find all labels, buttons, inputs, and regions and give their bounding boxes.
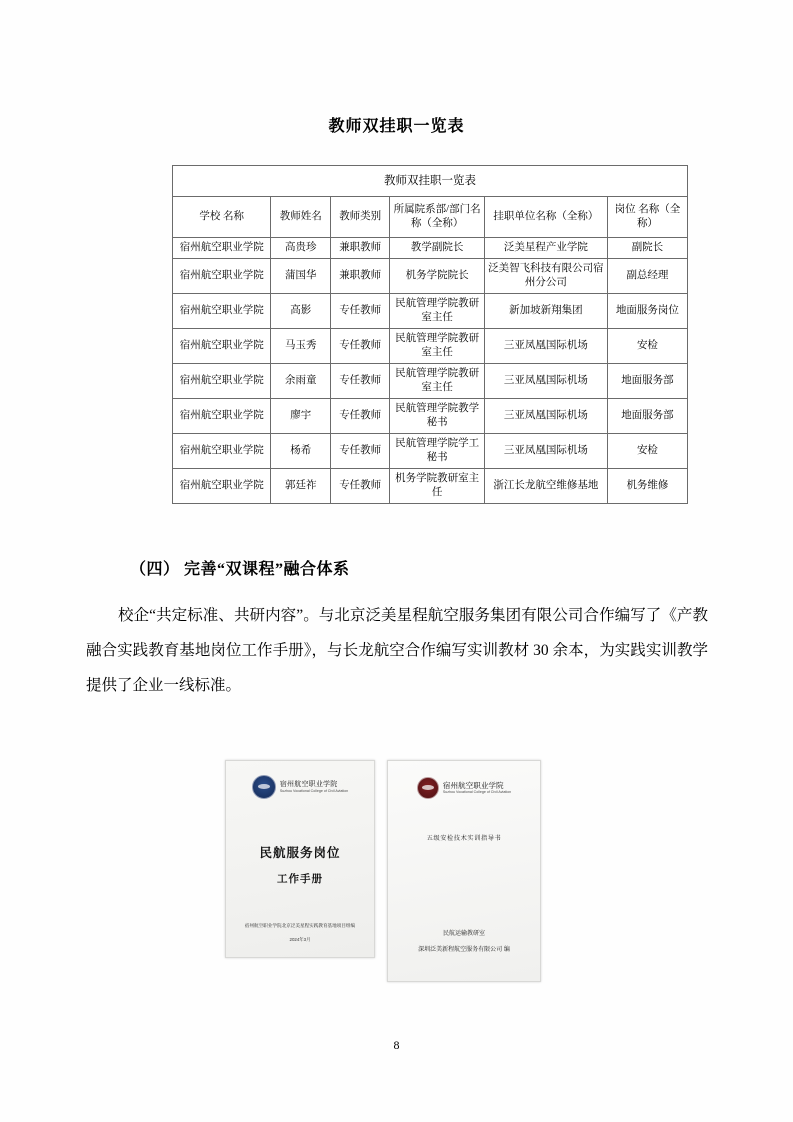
book-footer-left: 宿州航空职业学院北京泛美星程实践教育基地项目组编 [244,923,356,928]
cell-post: 副总经理 [607,259,687,294]
column-header-type: 教师类别 [330,197,389,238]
cell-dept: 教学副院长 [390,238,484,259]
cell-post: 地面服务部 [607,399,687,434]
cell-type: 专任教师 [330,294,389,329]
column-header-name: 教师姓名 [271,197,330,238]
book-cover-photos [225,760,565,980]
table-row [173,329,688,364]
book-date-left: 2024年3月 [289,937,311,942]
cell-school: 宿州航空职业学院 [173,238,271,259]
table-caption-cell: 教师双挂职一览表 [173,166,688,197]
cell-dept: 机务学院院长 [390,259,484,294]
cell-type: 专任教师 [330,364,389,399]
cell-post: 安检 [607,434,687,469]
cell-school: 宿州航空职业学院 [173,364,271,399]
cell-type: 专任教师 [330,434,389,469]
cell-unit: 浙江长龙航空维修基地 [484,469,607,504]
cell-school: 宿州航空职业学院 [173,399,271,434]
cell-dept: 民航管理学院学工秘书 [390,434,484,469]
school-logo-right [388,777,540,799]
section-heading: （四） 完善“双课程”融合体系 [130,561,350,578]
cell-name: 蒲国华 [271,259,330,294]
cell-type: 兼职教师 [330,259,389,294]
cell-unit: 泛美智飞科技有限公司宿州分公司 [484,259,607,294]
book-title-right: 五级安检技术实训指导书 [426,835,502,842]
cell-type: 专任教师 [330,329,389,364]
table-row [173,238,688,259]
school-crest-icon [417,777,439,799]
cell-post: 安检 [607,329,687,364]
cell-school: 宿州航空职业学院 [173,294,271,329]
table-row [173,294,688,329]
cell-school: 宿州航空职业学院 [173,434,271,469]
book-cover-right [387,760,541,982]
book-cover-left [225,760,375,958]
table-header-row [173,197,688,238]
school-crest-icon [252,775,276,799]
cell-unit: 新加坡新翔集团 [484,294,607,329]
cell-post: 副院长 [607,238,687,259]
cell-name: 杨希 [271,434,330,469]
table-caption-row [173,166,688,197]
cell-type: 专任教师 [330,469,389,504]
cell-dept: 民航管理学院教研室主任 [390,329,484,364]
table-row [173,434,688,469]
cell-dept: 民航管理学院教研室主任 [390,294,484,329]
book-subtitle-left: 工作手册 [277,874,323,885]
cell-name: 高影 [271,294,330,329]
cell-unit: 泛美星程产业学院 [484,238,607,259]
cell-school: 宿州航空职业学院 [173,329,271,364]
cell-unit: 三亚凤凰国际机场 [484,364,607,399]
cell-unit: 三亚凤凰国际机场 [484,434,607,469]
cell-unit: 三亚凤凰国际机场 [484,399,607,434]
book-footer-right-line1: 民航运输教研室 [442,931,485,937]
cell-dept: 民航管理学院教学秘书 [390,399,484,434]
column-header-post: 岗位 名称（全称） [607,197,687,238]
table-row [173,469,688,504]
cell-school: 宿州航空职业学院 [173,469,271,504]
column-header-school: 学校 名称 [173,197,271,238]
table-row [173,364,688,399]
book-footer-right-line2: 深圳泛美新程航空服务有限公司 编 [418,947,510,953]
cell-name: 郭廷祚 [271,469,330,504]
column-header-unit: 挂职单位名称（全称） [484,197,607,238]
teacher-posting-table [172,165,688,504]
teacher-posting-table-wrapper [172,165,688,504]
section-paragraph: 校企“共定标准、共研内容”。与北京泛美星程航空服务集团有限公司合作编写了《产教融合实践教育基地岗位工作手册》，与长龙航空合作编写实训教材 30 余本，为实践实训教学提供了企业一线标准。 [86,607,708,694]
cell-post: 地面服务岗位 [607,294,687,329]
cell-post: 机务维修 [607,469,687,504]
cell-dept: 民航管理学院教研室主任 [390,364,484,399]
school-name-en-left: Suzhou Vocational College of Civil Aviation [279,788,349,793]
cell-type: 兼职教师 [330,238,389,259]
cell-type: 专任教师 [330,399,389,434]
cell-school: 宿州航空职业学院 [173,259,271,294]
table-row [173,259,688,294]
cell-name: 马玉秀 [271,329,330,364]
school-logo-left [226,775,374,799]
book-title-left: 民航服务岗位 [259,846,341,860]
column-header-dept: 所属院系部/部门名称（全称） [390,197,484,238]
table-title: 教师双挂职一览表 [328,118,465,135]
table-row [173,399,688,434]
page-number: 8 [393,1038,400,1052]
cell-unit: 三亚凤凰国际机场 [484,329,607,364]
school-name-left: 宿州航空职业学院 [279,780,338,788]
school-name-right: 宿州航空职业学院 [442,781,504,790]
cell-name: 高贵珍 [271,238,330,259]
cell-dept: 机务学院教研室主任 [390,469,484,504]
cell-post: 地面服务部 [607,364,687,399]
school-name-en-right: Suzhou Vocational College of Civil Aviation [442,790,512,794]
cell-name: 廖宇 [271,399,330,434]
cell-name: 余雨童 [271,364,330,399]
